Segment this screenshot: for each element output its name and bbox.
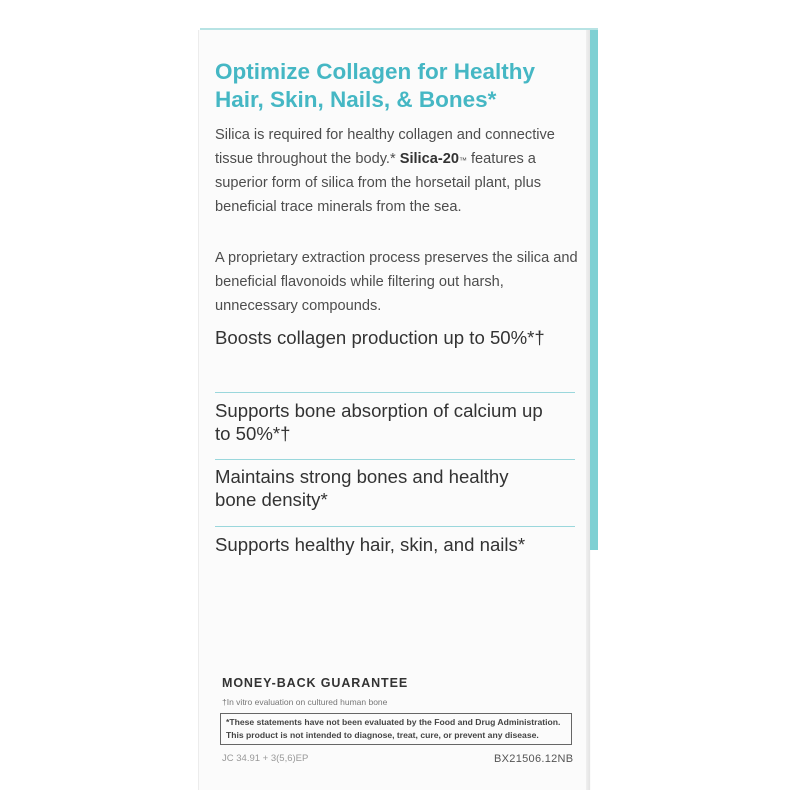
batch-code: JC 34.91 + 3(5,6)EP [222, 753, 309, 764]
headline: Optimize Collagen for Healthy Hair, Skin, Nails, & Bones* [215, 59, 536, 112]
benefit-item [215, 393, 575, 460]
trademark-symbol: ™ [458, 156, 467, 165]
benefit-text: Supports bone absorption of calcium up to 50%*† [215, 400, 543, 444]
benefits-list [215, 326, 575, 594]
description-paragraph-1 [215, 123, 585, 219]
disclaimer-line-2: This product is not intended to diagnose, treat, cure, or prevent any disease. [226, 730, 539, 740]
brand-name: Silica-20 [399, 151, 459, 167]
description-line-2: features a superior form of silica from the horsetail plant, plus beneficial trace minerals from the sea. [215, 151, 542, 215]
footnote: †In vitro evaluation on cultured human bone [222, 697, 388, 707]
benefit-text: Maintains strong bones and healthy bone density* [215, 466, 509, 510]
money-back-guarantee: MONEY-BACK GUARANTEE [222, 676, 409, 690]
benefit-item [215, 527, 575, 594]
product-code: BX21506.12NB [494, 753, 574, 765]
description-line-1: Silica is required for healthy collagen and connective tissue throughout the body.* [215, 127, 555, 167]
fda-disclaimer-box [220, 713, 572, 745]
box-accent-stripe [590, 30, 598, 550]
benefit-item [215, 326, 575, 393]
benefit-item [215, 460, 575, 527]
disclaimer-line-1: *These statements have not been evaluated by the Food and Drug Administration. [226, 717, 561, 727]
description-paragraph-2: A proprietary extraction process preserves the silica and beneficial flavonoids while filtering out harsh, unnecessary compounds. [215, 250, 578, 314]
benefit-text: Supports healthy hair, skin, and nails* [215, 534, 526, 555]
benefit-text: Boosts collagen production up to 50%*† [215, 327, 545, 348]
